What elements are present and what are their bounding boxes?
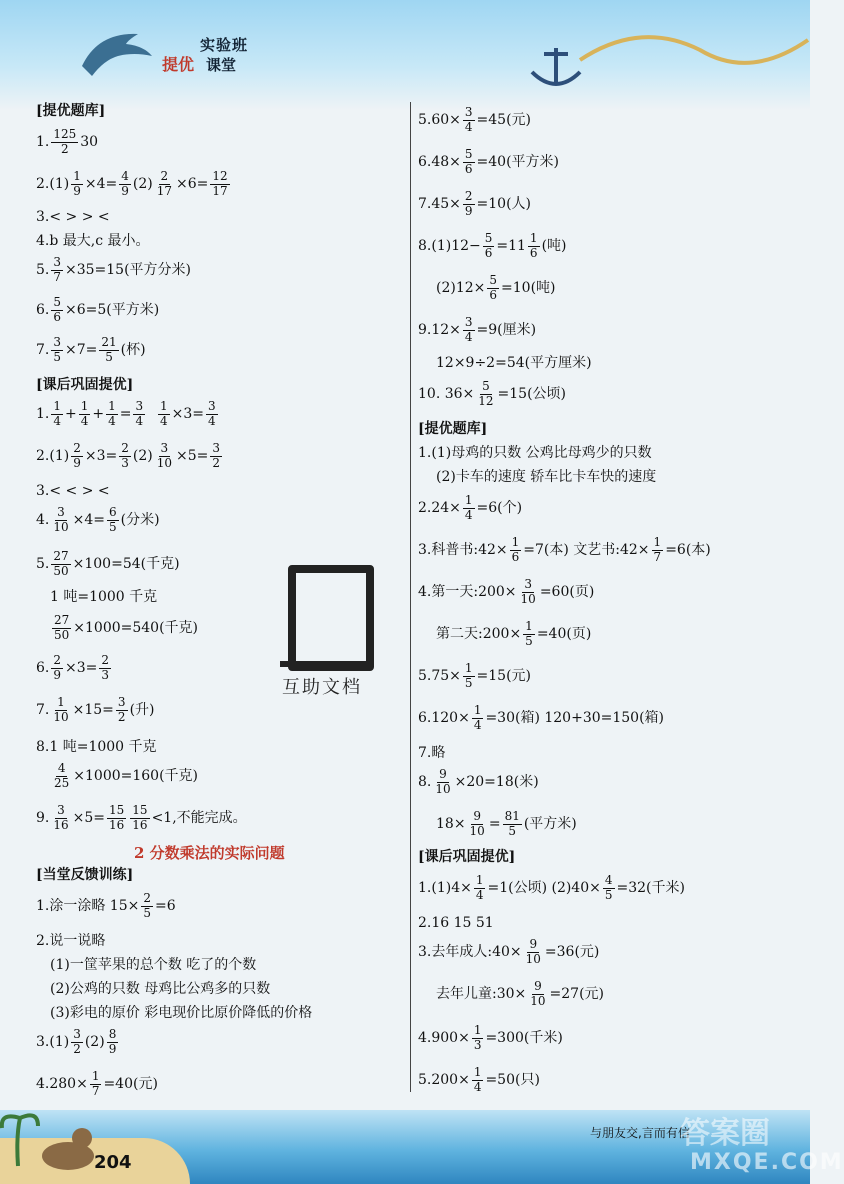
answer-line: 2.24× $\frac{1}{4}$ =6(个): [418, 493, 523, 522]
section-heading: [提优题库]: [36, 103, 106, 119]
answer-line: 6. $\frac{5}{6}$ ×6=5(平方米): [36, 295, 160, 324]
answer-line: 3.去年成人:40× $\frac{9}{10}$ =36(元): [418, 937, 600, 966]
answer-line: (3)彩电的原价 彩电现价比原价降低的价格: [50, 1005, 313, 1021]
answer-line: 8.(1)12− $\frac{5}{6}$ =11 $\frac{1}{6}$ (吨): [418, 231, 567, 260]
answer-line: 9.12× $\frac{3}{4}$ =9(厘米): [418, 315, 537, 344]
answer-line: 6. $\frac{2}{9}$ ×3= $\frac{2}{3}$: [36, 653, 110, 682]
answer-line: 1. $\frac{125}{2}$ 30: [36, 127, 99, 156]
answer-line: $\frac{27}{50}$ ×1000=540(千克): [54, 613, 199, 642]
brand-left: 提优: [162, 55, 195, 74]
answer-line: 2.(1) $\frac{1}{9}$ ×4= $\frac{4}{9}$ (2) $\frac{2}{17}$ ×6= $\frac{12}{17}$: [36, 169, 228, 198]
site-watermark-url: MXQE.COM: [690, 1150, 844, 1175]
section-heading: [提优题库]: [418, 421, 488, 437]
answer-line: 1 吨=1000 千克: [50, 589, 158, 605]
page-number: 204: [94, 1152, 132, 1173]
answer-line: 5.60× $\frac{3}{4}$ =45(元): [418, 105, 532, 134]
answer-line: 5. $\frac{3}{7}$ ×35=15(平方分米): [36, 255, 192, 284]
answer-line: 6.120× $\frac{1}{4}$ =30(箱) 120+30=150(箱): [418, 703, 665, 732]
watermark-logo: [280, 565, 390, 705]
answer-line: 12×9÷2=54(平方厘米): [436, 355, 592, 371]
watermark-text: 互助文档: [282, 677, 362, 698]
answer-line: 9. $\frac{3}{16}$ ×5= $\frac{15}{16}$ $\frac{15}{16}$ <1,不能完成。: [36, 803, 247, 832]
answer-line: 3.(1) $\frac{3}{2}$ (2) $\frac{8}{9}$: [36, 1027, 117, 1056]
brand-logo: [160, 30, 280, 78]
brand-right: 课堂: [206, 56, 237, 74]
answer-line: 4.900× $\frac{1}{3}$ =300(千米): [418, 1023, 563, 1052]
answer-line: 第二天:200× $\frac{1}{5}$ =40(页): [436, 619, 592, 648]
answer-line: 1. $\frac{1}{4}$ + $\frac{1}{4}$ + $\frac{1}{4}$ = $\frac{3}{4}$ $\frac{1}{4}$ ×3= $\frac{3}{4}$: [36, 399, 216, 428]
answer-line: $\frac{4}{25}$ ×1000=160(千克): [54, 761, 199, 790]
answer-line: 4.280× $\frac{1}{7}$ =40(元): [36, 1069, 158, 1098]
answer-line: 2.说一说略: [36, 933, 106, 949]
footer-motto: 与朋友交,言而有信: [590, 1126, 690, 1140]
answer-line: 5. $\frac{27}{50}$ ×100=54(千克): [36, 549, 180, 578]
answer-line: (1)一筐苹果的总个数 吃了的个数: [50, 957, 257, 973]
answer-line: 3.< > > <: [36, 209, 110, 225]
seal-icon: [36, 1122, 100, 1174]
answer-line: 1.(1)4× $\frac{1}{4}$ =1(公顷) (2)40× $\frac{4}{5}$ =32(千米): [418, 873, 685, 902]
answer-line: 7. $\frac{3}{5}$ ×7= $\frac{21}{5}$ (杯): [36, 335, 146, 364]
answer-line: 去年儿童:30× $\frac{9}{10}$ =27(元): [436, 979, 605, 1008]
answer-line: 1.(1)母鸡的只数 公鸡比母鸡少的只数: [418, 445, 652, 461]
answer-line: (2)卡车的速度 轿车比卡车快的速度: [436, 469, 657, 485]
answer-line: (2)公鸡的只数 母鸡比公鸡多的只数: [50, 981, 271, 997]
answer-line: 3.< < > <: [36, 483, 110, 499]
answer-line: 8.1 吨=1000 千克: [36, 739, 157, 755]
answer-line: 6.48× $\frac{5}{6}$ =40(平方米): [418, 147, 560, 176]
watermark-bar: [280, 661, 370, 667]
answer-line: 2.(1) $\frac{2}{9}$ ×3= $\frac{2}{3}$ (2) $\frac{3}{10}$ ×5= $\frac{3}{2}$: [36, 441, 220, 470]
answer-line: 5.200× $\frac{1}{4}$ =50(只): [418, 1065, 540, 1094]
section-heading: [课后巩固提优]: [418, 849, 516, 865]
anchor-icon: [526, 44, 586, 90]
dolphin-icon: [78, 26, 158, 82]
answer-line: 1.涂一涂略 15× $\frac{2}{5}$ =6: [36, 891, 176, 920]
answer-line: 4. $\frac{3}{10}$ ×4= $\frac{6}{5}$ (分米): [36, 505, 160, 534]
brand-top: 实验班: [200, 36, 249, 54]
answer-line: 4.第一天:200× $\frac{3}{10}$ =60(页): [418, 577, 595, 606]
site-watermark: 答案圈: [680, 1116, 770, 1151]
watermark-square: [288, 565, 374, 671]
answer-line: 5.75× $\frac{1}{5}$ =15(元): [418, 661, 532, 690]
answer-line: 7. $\frac{1}{10}$ ×15= $\frac{3}{2}$ (升): [36, 695, 155, 724]
section-heading: [课后巩固提优]: [36, 377, 134, 393]
answer-line: 7.45× $\frac{2}{9}$ =10(人): [418, 189, 532, 218]
answer-line: 10. 36× $\frac{5}{12}$ =15(公顷): [418, 379, 567, 408]
answer-line: 8. $\frac{9}{10}$ ×20=18(米): [418, 767, 539, 796]
answer-line: 7.略: [418, 745, 446, 761]
answer-line: 4.b 最大,c 最小。: [36, 233, 150, 249]
section-title: 2 分数乘法的实际问题: [134, 844, 285, 862]
answer-line: 2.16 15 51: [418, 915, 494, 931]
answer-line: 3.科普书:42× $\frac{1}{6}$ =7(本) 文艺书:42× $\frac{1}{7}$ =6(本): [418, 535, 711, 564]
column-divider: [410, 102, 411, 1092]
answer-line: (2)12× $\frac{5}{6}$ =10(吨): [436, 273, 556, 302]
palm-icon: [0, 1106, 40, 1166]
section-heading: [当堂反馈训练]: [36, 867, 134, 883]
answer-line: 18× $\frac{9}{10}$ = $\frac{81}{5}$ (平方米): [436, 809, 577, 838]
rope-icon: [580, 20, 810, 90]
